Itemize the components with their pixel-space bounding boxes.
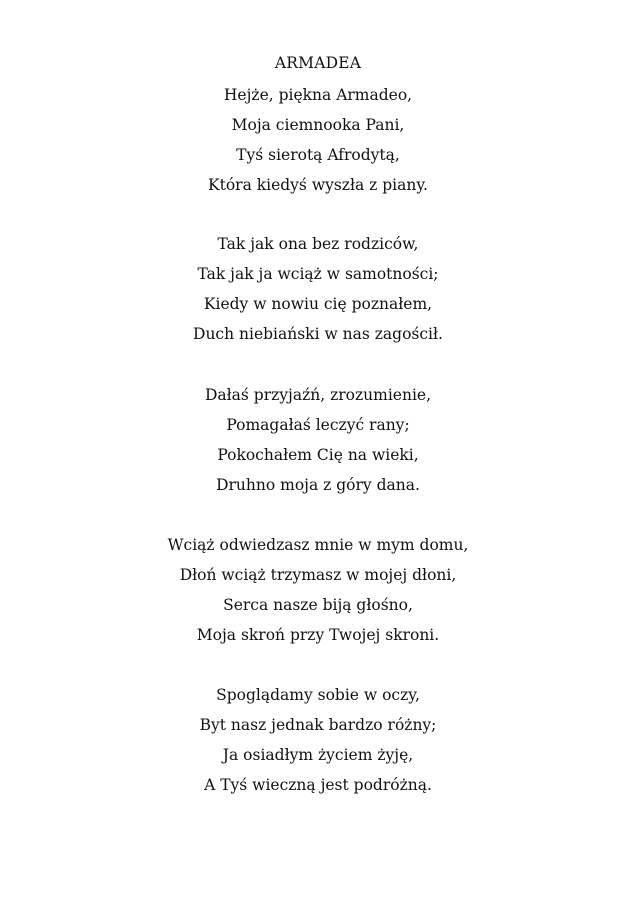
poem-line: Tak jak ja wciąż w samotności; [197,265,439,283]
poem-line: Która kiedyś wyszła z piany. [208,176,428,194]
poem-line: Spoglądamy sobie w oczy, [216,686,420,704]
poem-line: Kiedy w nowiu cię poznałem, [203,295,433,313]
poem-line: Dałaś przyjaźń, zrozumienie, [204,386,432,404]
stanza-4 [0,530,636,650]
poem-line: Pokochałem Cię na wieki, [217,446,419,464]
poem-line: Druhno moja z góry dana. [216,476,420,494]
stanza-3 [0,380,636,500]
poem-line: Tak jak ona bez rodziców, [217,235,419,253]
poem-line: Serca nasze biją głośno, [223,596,413,614]
stanza-2 [0,229,636,349]
poem-line: Byt nasz jednak bardzo różny; [199,716,437,734]
poem-line: Wciąż odwiedzasz mnie w mym domu, [167,536,469,554]
poem-title: ARMADEA [274,54,362,72]
poem-line: Ja osiadłym życiem żyję, [222,746,414,764]
stanza-1 [0,80,636,200]
stanza-5 [0,680,636,800]
poem-line: Moja ciemnooka Pani, [231,116,405,134]
poem-line: Tyś sierotą Afrodytą, [236,146,400,164]
poem-line: Hejże, piękna Armadeo, [223,86,413,104]
poem-line: Pomagałaś leczyć rany; [226,416,410,434]
poem-line: Dłoń wciąż trzymasz w mojej dłoni, [179,566,457,584]
poem-line: Duch niebiański w nas zagościł. [193,325,443,343]
poem-line: Moja skroń przy Twojej skroni. [196,626,440,644]
poem-line: A Tyś wieczną jest podróżną. [204,776,432,794]
